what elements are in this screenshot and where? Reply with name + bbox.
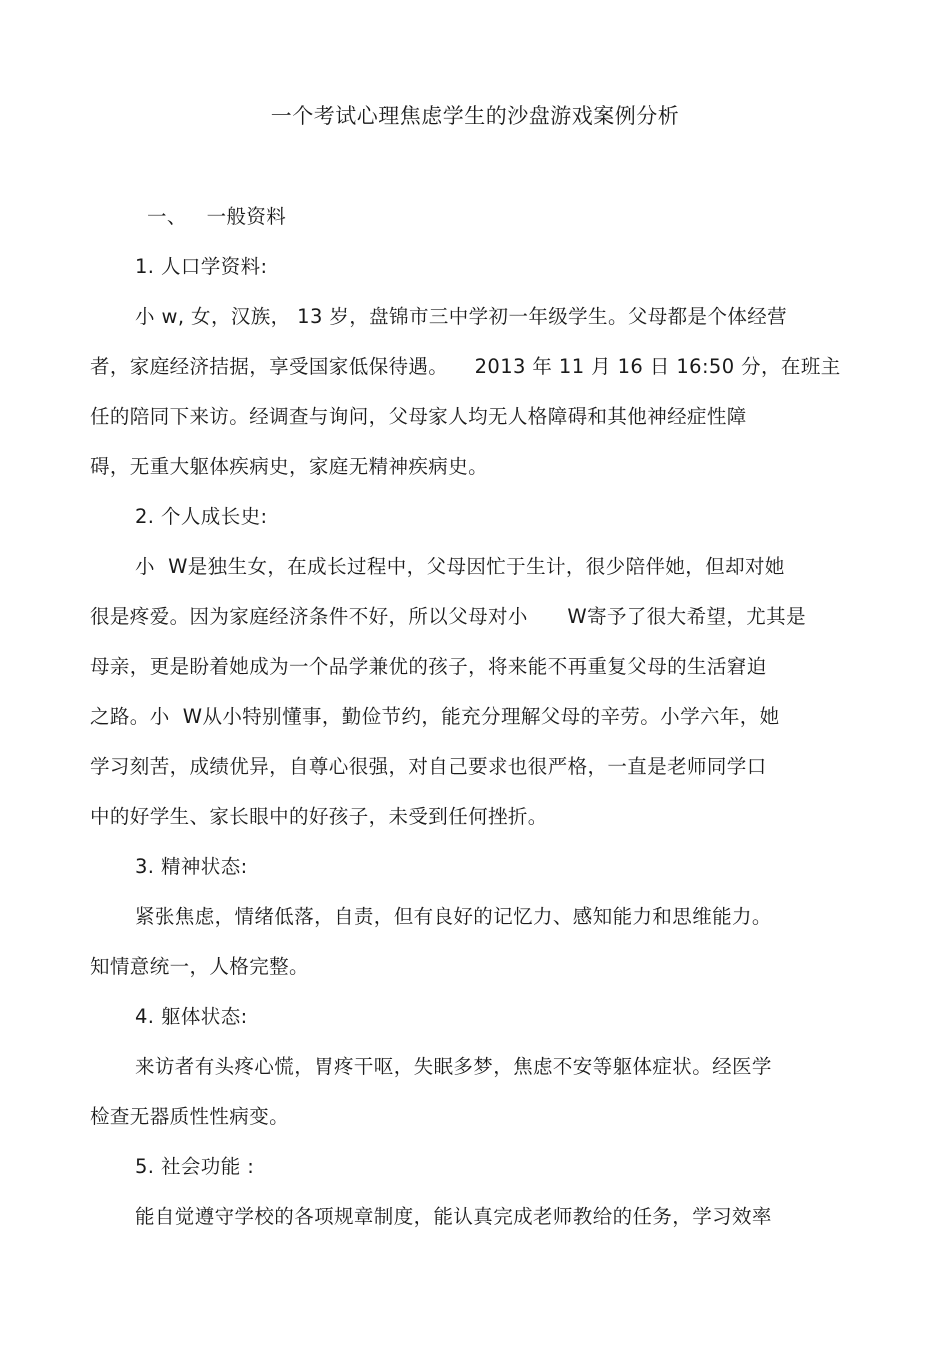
subheading-social-function: 5. 社会功能 :	[135, 1155, 255, 1178]
paragraph-line: 很是疼爱。因为家庭经济条件不好，所以父母对小 W寄予了很大希望，尤其是	[90, 605, 806, 628]
paragraph-line: 来访者有头疼心慌，胃疼干呕，失眠多梦，焦虑不安等躯体症状。经医学	[135, 1055, 772, 1078]
paragraph-line: 能自觉遵守学校的各项规章制度，能认真完成老师教给的任务，学习效率	[135, 1205, 772, 1228]
paragraph-line: 学习刻苦，成绩优异，自尊心很强，对自己要求也很严格，一直是老师同学口	[90, 755, 767, 778]
subheading-mental-state: 3. 精神状态:	[135, 855, 248, 878]
paragraph-line: 任的陪同下来访。经调查与询问，父母家人均无人格障碍和其他神经症性障	[90, 405, 747, 428]
subheading-growth-history: 2. 个人成长史:	[135, 505, 268, 528]
paragraph-line: 者，家庭经济拮据，享受国家低保待遇。 2013 年 11 月 16 日 16:50 分，在班主	[90, 355, 841, 378]
paragraph-line: 母亲，更是盼着她成为一个品学兼优的孩子，将来能不再重复父母的生活窘迫	[90, 655, 767, 678]
document-title: 一个考试心理焦虑学生的沙盘游戏案例分析	[270, 104, 680, 128]
paragraph-line: 紧张焦虑，情绪低落，自责，但有良好的记忆力、感知能力和思维能力。	[135, 905, 772, 928]
paragraph-line: 碍，无重大躯体疾病史，家庭无精神疾病史。	[90, 455, 489, 478]
paragraph-line: 之路。小 W从小特别懂事，勤俭节约，能充分理解父母的辛劳。小学六年，她	[90, 705, 780, 728]
subheading-physical-state: 4. 躯体状态:	[135, 1005, 248, 1028]
paragraph-line: 检查无器质性性病变。	[90, 1105, 290, 1128]
paragraph-line: 小 w, 女，汉族， 13 岁，盘锦市三中学初一年级学生。父母都是个体经营	[135, 305, 788, 328]
subheading-demographics: 1. 人口学资料:	[135, 255, 268, 278]
paragraph-line: 小 W是独生女，在成长过程中，父母因忙于生计，很少陪伴她，但却对她	[135, 555, 785, 578]
paragraph-line: 知情意统一，人格完整。	[90, 955, 309, 978]
section-heading-general-info: 一、 一般资料	[147, 205, 287, 228]
paragraph-line: 中的好学生、家长眼中的好孩子，未受到任何挫折。	[90, 805, 548, 828]
